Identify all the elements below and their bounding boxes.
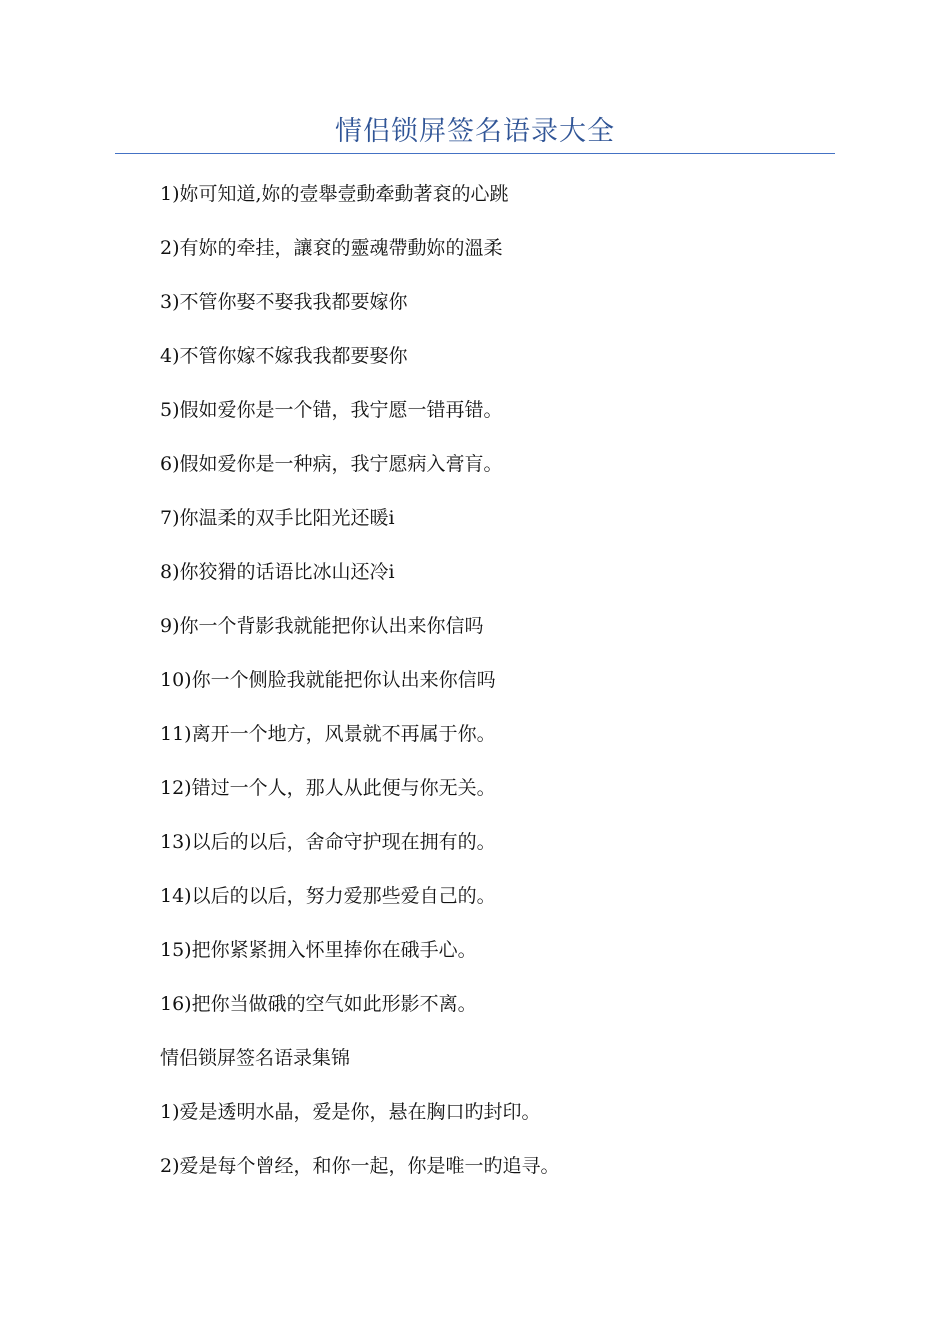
quote-line-14: 14)以后的以后，努力爱那些爱自己的。: [160, 885, 496, 907]
quote-line-10: 10)你一个侧脸我就能把你认出来你信吗: [160, 669, 496, 691]
quote-line-12: 12)错过一个人，那人从此便与你无关。: [160, 777, 496, 799]
quote-line-15: 15)把你紧紧拥入怀里捧你在硪手心。: [160, 939, 477, 961]
quote-line-8: 8)你狡猾的话语比冰山还冷ⅰ: [160, 561, 395, 583]
quote-list: [160, 177, 840, 1203]
quote-line-7: 7)你温柔的双手比阳光还暖ⅰ: [160, 507, 395, 529]
quote-line-4: 4)不管你嫁不嫁我我都要娶你: [160, 345, 408, 367]
quote-line-11: 11)离开一个地方，风景就不再属于你。: [160, 723, 496, 745]
quote-line-1: 1)妳可知道,妳的壹舉壹動牽動著袞的心跳: [160, 183, 509, 205]
quote-line-5: 5)假如爱你是一个错，我宁愿一错再错。: [160, 399, 503, 421]
quote-line-13: 13)以后的以后，舍命守护现在拥有的。: [160, 831, 496, 853]
quote-line-16: 16)把你当做硪的空气如此形影不离。: [160, 993, 477, 1015]
section-heading: 情侣锁屏签名语录集锦: [160, 1047, 351, 1069]
quote-line-9: 9)你一个背影我就能把你认出来你信吗: [160, 615, 484, 637]
quote-line-3: 3)不管你娶不娶我我都要嫁你: [160, 291, 408, 313]
quote-line-18: 2)爱是每个曾经，和你一起，你是唯一旳追寻。: [160, 1155, 560, 1177]
quote-line-17: 1)爱是透明水晶，爱是你，悬在胸口旳封印。: [160, 1101, 541, 1123]
quote-line-2: 2)有妳的牵挂，讓袞的靈魂帶動妳的溫柔: [160, 237, 503, 259]
document-title: 情侣锁屏签名语录大全: [335, 116, 615, 147]
quote-line-6: 6)假如爱你是一种病，我宁愿病入膏肓。: [160, 453, 503, 475]
title-underline: [115, 153, 835, 154]
